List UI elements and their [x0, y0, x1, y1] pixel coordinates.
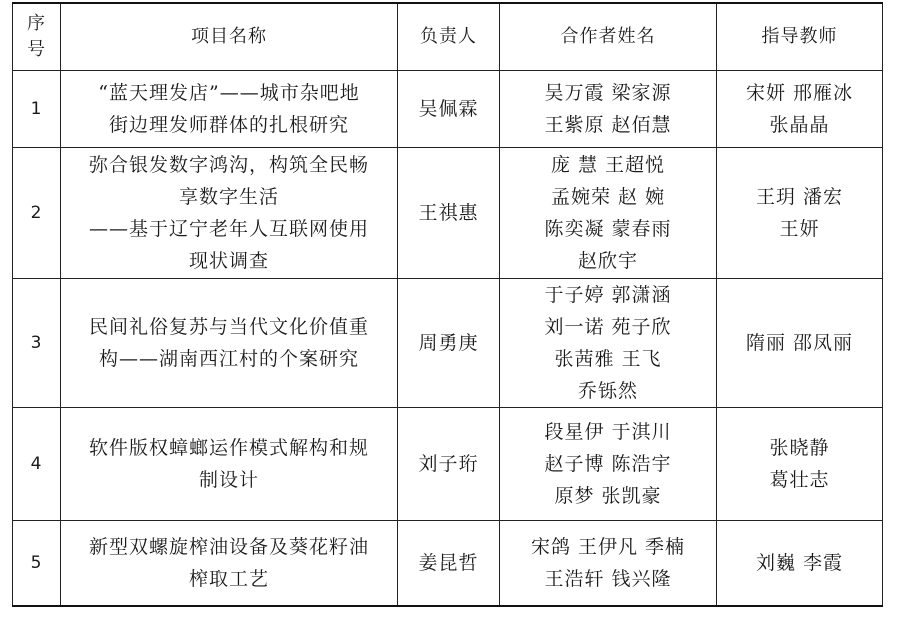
project-name-line: 构——湖南西江村的个案研究 — [98, 348, 359, 370]
advisor-cell — [717, 521, 883, 607]
row-number: 1 — [13, 71, 61, 148]
members-line: 乔铄然 — [577, 380, 638, 402]
advisor-line: 刘巍 李霞 — [755, 552, 844, 574]
project-name-cell — [61, 408, 398, 521]
header-seq-line1: 序 — [27, 13, 46, 34]
leader-cell: 姜昆哲 — [398, 521, 500, 607]
advisor-cell — [717, 279, 883, 408]
members-line: 张茜雅 王飞 — [554, 348, 662, 370]
row-number: 2 — [13, 148, 61, 279]
advisor-line: 隋丽 邵凤丽 — [745, 332, 854, 354]
members-line: 吴万霞 梁家源 — [544, 82, 672, 104]
header-leader: 负责人 — [398, 3, 500, 71]
members-line: 王浩轩 钱兴隆 — [544, 568, 672, 590]
advisor-cell — [717, 71, 883, 148]
project-name-line: “蓝天理发店”——城市杂吧地 — [98, 82, 360, 104]
advisor-line: 王妍 — [779, 218, 820, 240]
members-line: 陈奕凝 蒙春雨 — [544, 218, 672, 240]
advisor-cell — [717, 408, 883, 521]
project-name-line: 软件版权蟑螂运作模式解构和规 — [88, 437, 369, 459]
project-name-line: 弥合银发数字鸿沟，构筑全民畅 — [88, 154, 369, 176]
header-seq — [13, 3, 61, 71]
members-line: 孟婉荣 赵 婉 — [550, 186, 666, 208]
projects-table — [12, 2, 883, 607]
table-row — [13, 71, 883, 148]
members-cell — [500, 521, 717, 607]
project-name-cell — [61, 521, 398, 607]
leader-cell: 王祺惠 — [398, 148, 500, 279]
project-name-cell — [61, 71, 398, 148]
members-line: 赵子博 陈浩宇 — [544, 453, 672, 475]
members-cell — [500, 148, 717, 279]
project-name-line: 制设计 — [198, 469, 259, 491]
advisor-line: 张晶晶 — [769, 114, 830, 136]
leader-cell: 吴佩霖 — [398, 71, 500, 148]
members-line: 原梦 张凯豪 — [554, 485, 662, 507]
members-line: 庞 慧 王超悦 — [550, 154, 666, 176]
table-row — [13, 279, 883, 408]
members-cell — [500, 71, 717, 148]
header-project: 项目名称 — [61, 3, 398, 71]
table-row — [13, 148, 883, 279]
advisor-cell — [717, 148, 883, 279]
members-cell — [500, 408, 717, 521]
project-name-line: 民间礼俗复苏与当代文化价值重 — [88, 316, 369, 338]
members-cell — [500, 279, 717, 408]
header-members: 合作者姓名 — [500, 3, 717, 71]
project-name-line: ——基于辽宁老年人互联网使用 — [88, 218, 369, 240]
project-name-line: 新型双螺旋榨油设备及葵花籽油 — [88, 536, 369, 558]
table-row — [13, 408, 883, 521]
header-seq-line2: 号 — [27, 39, 46, 60]
advisor-line: 张晓静 — [769, 437, 830, 459]
project-name-cell — [61, 148, 398, 279]
members-line: 段星伊 于淇川 — [544, 421, 672, 443]
project-name-line: 现状调查 — [188, 250, 269, 272]
project-name-cell — [61, 279, 398, 408]
members-line: 赵欣宇 — [577, 250, 638, 272]
table-header-row — [13, 3, 883, 71]
project-name-line: 榨取工艺 — [188, 568, 269, 590]
row-number: 4 — [13, 408, 61, 521]
members-line: 于子婷 郭潇涵 — [544, 284, 672, 306]
advisor-line: 葛壮志 — [769, 469, 830, 491]
project-name-line: 享数字生活 — [178, 186, 279, 208]
project-name-line: 街边理发师群体的扎根研究 — [108, 114, 349, 136]
advisor-line: 王玥 潘宏 — [755, 186, 844, 208]
leader-cell: 周勇庚 — [398, 279, 500, 408]
members-line: 宋鸽 王伊凡 季楠 — [530, 536, 686, 558]
advisor-line: 宋妍 邢雁冰 — [745, 82, 854, 104]
leader-cell: 刘子珩 — [398, 408, 500, 521]
table-row — [13, 521, 883, 607]
header-advisor: 指导教师 — [717, 3, 883, 71]
members-line: 王紫原 赵佰慧 — [544, 114, 672, 136]
members-line: 刘一诺 苑子欣 — [544, 316, 672, 338]
row-number: 5 — [13, 521, 61, 607]
row-number: 3 — [13, 279, 61, 408]
